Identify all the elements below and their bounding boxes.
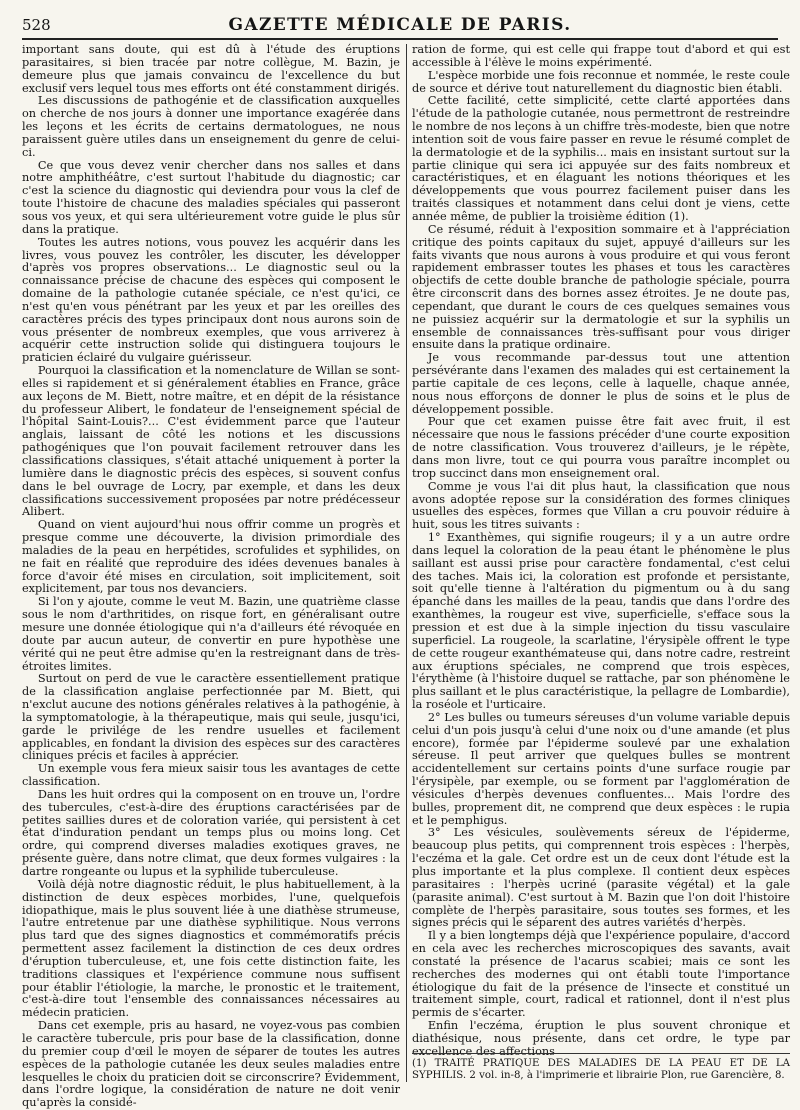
page-header — [22, 10, 778, 40]
paragraph: 3° Les vésicules, soulèvements séreux de l'épiderme, beaucoup plus petits, qui comprennent trois espèces : l'herpès, l'eczéma et la gale. Cet ordre est un de ceux dont l'étude est la plus importante et la plus complexe. Il contient deux espèces parasitaires : l'herpès ucriné (parasite végétal) et la gale (parasite animal). C'est surtout à M. Bazin que l'on doit l'histoire complète de l'herpès parasitaire, sous toutes ses formes, et les signes précis qui le séparent des autres variétés d'herpès. — [412, 826, 790, 930]
paragraph: 2° Les bulles ou tumeurs séreuses d'un volume variable depuis celui d'un pois jusqu'à celui d'une noix ou d'une amande (et plus encore), formée par l'épiderme soulevé par une exhalation séreuse. Il peut arriver que quelques bulles se montrent accidentellement sur certains points d'une surface rougie par l'érysipèle, par exemple, ou se forment par l'agglomération de vésicules d'herpès devenues confluentes... Mais l'ordre des bulles, proprement dit, ne comprend que deux espèces : le rupia et le pemphigus. — [412, 710, 790, 827]
paragraph: Ce résumé, réduit à l'exposition sommaire et à l'appréciation critique des points capitaux du sujet, appuyé d'ailleurs sur les faits vivants que nous aurons à vous produire et qui vous feront rapidement embrasser toutes les phases et tous les caractères objectifs de cette double branche de pathologie spéciale, pourra être circonscrit dans des bornes assez étroites. Je ne doute pas, cependant, que durant le cours de ces quelques semaines vous ne puissiez acquérir sur la dermatologie et sur la syphilis un ensemble de connaissances très-suffisant pour vous diriger ensuite dans la pratique ordinaire. — [412, 222, 790, 352]
paragraph: Les discussions de pathogénie et de classification auxquelles on cherche de nos jours à donner une importance exagérée dans les leçons et les écrits de certains dermatologues, ne nous paraissent guère utiles dans un enseignement du genre de celui-ci. — [22, 94, 400, 159]
footnote — [412, 1053, 790, 1082]
paragraph: Dans les huit ordres qui la composent on en trouve un, l'ordre des tubercules, c'est-à-dire des éruptions caractérisées par de petites saillies dures et de coloration variée, qui persistent à cet état d'induration pendant un temps plus ou moins long. Cet ordre, qui comprend diverses maladies exotiques graves, ne présente guère, dans notre climat, que deux formes vulgaires : la dartre rongeante ou lupus et la syphilide tuberculeuse. — [22, 787, 400, 878]
paragraph: Surtout on perd de vue le caractère essentiellement pratique de la classification anglaise perfectionnée par M. Biett, qui n'exclut aucune des notions générales relatives à la pathogénie, à la symptomatologie, à la thérapeutique, mais qui seule, jusqu'ici, garde le privilége de les rendre usuelles et facilement applicables, en fondant la division des espèces sur des caractères cliniques précis et faciles à apprécier. — [22, 672, 400, 763]
left-column — [22, 43, 400, 1110]
paragraph: Pour que cet examen puisse être fait avec fruit, il est nécessaire que nous le fassions précéder d'une courte exposition de notre classification. Vous trouverez d'ailleurs, je le répète, dans mon livre, tout ce qui pourra vous paraître incomplet ou trop succinct dans mon enseignement oral. — [412, 415, 790, 480]
paragraph: Ce que vous devez venir chercher dans nos salles et dans notre amphithéâtre, c'est surtout l'habitude du diagnostic; car c'est la science du diagnostic qui deviendra pour vous la clef de toute l'histoire de chacune des maladies spéciales qui passeront sous vos yeux, et qui sera ultérieurement votre guide le plus sûr dans la pratique. — [22, 158, 400, 236]
paragraph: Quand on vient aujourd'hui nous offrir comme un progrès et presque comme une découverte, la division primordiale des maladies de la peau en herpétides, scrofulides et syphilides, on ne fait en réalité que reproduire des idées devenues banales à force d'avoir été mises en circulation, soit implicitement, soit explicitement, par tous nos devanciers. — [22, 518, 400, 596]
paragraph: L'espèce morbide une fois reconnue et nommée, le reste coule de source et dérive tout naturellement du diagnostic bien établi. — [412, 68, 790, 95]
paragraph: Enfin l'eczéma, éruption le plus souvent chronique et diathésique, nous présente, dans cet ordre, le type par excellence des affections — [412, 1019, 790, 1058]
right-column-body — [412, 43, 790, 1058]
paragraph: Dans cet exemple, pris au hasard, ne voyez-vous pas combien le caractère tubercule, pris pour base de la classification, donne du premier coup d'œil le moyen de séparer de toutes les autres espèces de la pathologie cutanée les deux seules maladies entre lesquelles le choix du praticien doit se circonscrire? Évidemment, dans l'ordre logique, la considération de nature ne doit venir qu'après la considé- — [22, 1019, 400, 1110]
paragraph: Comme je vous l'ai dit plus haut, la classification que nous avons adoptée repose sur la considération des formes cliniques usuelles des espèces, formes que Villan a cru pouvoir réduire à huit, sous les titres suivants : — [412, 479, 790, 532]
paragraph: Cette facilité, cette simplicité, cette clarté apportées dans l'étude de la pathologie cutanée, nous permettront de restreindre le nombre de nos leçons à un chiffre très-modeste, bien que notre intention soit de vous faire passer en revue le résumé complet de la dermatologie et de la syphilis... mais en insistant surtout sur la partie clinique qui sera ici appuyée sur des faits nombreux et caractéristiques, et en élaguant les notions théoriques et les développements que vous pourrez facilement puiser dans les traités classiques et notamment dans celui dont je viens, cette année même, de publier la troisième édition (1). — [412, 94, 790, 223]
paragraph: Un exemple vous fera mieux saisir tous les avantages de cette classification. — [22, 762, 400, 789]
paragraph: Il y a bien longtemps déjà que l'expérience populaire, d'accord en cela avec les recherches microscopiques des savants, avait constaté la présence de l'acarus scabiei; mais ce sont les recherches des modernes qui ont établi toute l'importance étiologique du fait de la présence de l'insecte et constitué un traitement simple, court, radical et rationnel, dont il n'est plus permis de s'écarter. — [412, 929, 790, 1020]
paragraph: Pourquoi la classification et la nomenclature de Willan se sont-elles si rapidement et si généralement établies en France, grâce aux leçons de M. Biett, notre maître, et en dépit de la résistance du professeur Alibert, le fondateur de l'enseignement spécial de l'hôpital Saint-Louis?... C'est évidemment parce que l'auteur anglais, laissant de côté les notions et les discussions pathogéniques que l'on pouvait facilement retrouver dans les classifications classiques, s'était attaché uniquement à porter la lumière dans le diagnostic précis des espèces, si souvent confus dans le bel ouvrage de Locry, par exemple, et dans les deux classifications successivement proposées par notre prédécesseur Alibert. — [22, 364, 400, 519]
footnote-text: (1) TRAITÉ PRATIQUE DES MALADIES DE LA PEAU ET DE LA SYPHILIS. 2 vol. in-8, à l'imprimerie et librairie Plon, rue Garencière, 8. — [412, 1058, 790, 1081]
page-title: GAZETTE MÉDICALE DE PARIS. — [228, 15, 572, 35]
paragraph: Toutes les autres notions, vous pouvez les acquérir dans les livres, vous pouvez les contrôler, les discuter, les développer d'après vos propres observations... Le diagnostic seul ou la connaissance précise de chacune des espèces qui composent le domaine de la pathologie cutanée spéciale, ce n'est qu'ici, ce n'est qu'en vous pénétrant par les yeux et par les oreilles des caractères précis des types principaux dont nous aurons soin de vous présenter de nombreux exemples, que vous arriverez à acquérir cette instruction solide qui distinguera toujours le praticien éclairé du vulgaire guérisseur. — [22, 235, 400, 365]
right-column — [412, 44, 790, 1082]
page-number: 528 — [22, 16, 51, 34]
paragraph: Si l'on y ajoute, comme le veut M. Bazin, une quatrième classe sous le nom d'arthritides, on risque fort, en généralisant outre mesure une donnée étiologique qui n'a d'ailleurs été révoquée en doute par aucun auteur, de convertir en pure hypothèse une vérité qui ne peut être admise qu'en la restreignant dans de très-étroites limites. — [22, 595, 400, 673]
paragraph: Voilà déjà notre diagnostic réduit, le plus habituellement, à la distinction de deux espèces morbides, l'une, quelquefois idiopathique, mais le plus souvent liée à une diathèse strumeuse, l'autre entretenue par une diathèse syphilitique. Nous verrons plus tard que des signes diagnostics et commémoratifs précis permettent assez facilement la distinction de ces deux ordres d'éruption tuberculeuse, et, une fois cette distinction faite, les traditions classiques et l'expérience commune nous suffisent pour établir l'étiologie, la marche, le pronostic et le traitement, c'est-à-dire tout l'ensemble des connaissances nécessaires au médecin praticien. — [22, 877, 400, 1020]
paragraph: 1° Exanthèmes, qui signifie rougeurs; il y a un autre ordre dans lequel la coloration de la peau étant le phénomène le plus saillant est aussi prise pour caractère fondamental, c'est celui des taches. Mais ici, la coloration est profonde et persistante, soit qu'elle tienne à l'altération du pigmentum ou à du sang épanché dans les mailles de la peau, tandis que dans l'ordre des exanthèmes, la rougeur est vive, superficielle, s'efface sous la pression et est due à la simple injection du tissu vasculaire superficiel. La rougeole, la scarlatine, l'érysipèle offrent le type de cette rougeur exanthémateuse qui, dans notre cadre, restreint aux éruptions spéciales, ne comprend que trois espèces, l'érythème (à l'histoire duquel se rattache, par son phénomène le plus saillant et le plus caractéristique, la pellagre de Lombardie), la roséole et l'urticaire. — [412, 531, 790, 712]
paragraph: Je vous recommande par-dessus tout une attention persévérante dans l'examen des malades qui est certainement la partie capitale de ces leçons, celle à laquelle, chaque année, nous nous efforçons de donner le plus de soins et le plus de développement possible. — [412, 351, 790, 416]
paragraph: ration de forme, qui est celle qui frappe tout d'abord et qui est accessible à l'élève le moins expérimenté. — [412, 43, 790, 69]
column-divider — [406, 44, 407, 1082]
paragraph: important sans doute, qui est dû à l'étude des éruptions parasitaires, si bien tracée par notre collègue, M. Bazin, je demeure plus que jamais convaincu de l'excellence du but exclusif vers lequel tous mes efforts ont été constamment dirigés. — [22, 43, 400, 95]
text-columns — [22, 43, 790, 1110]
